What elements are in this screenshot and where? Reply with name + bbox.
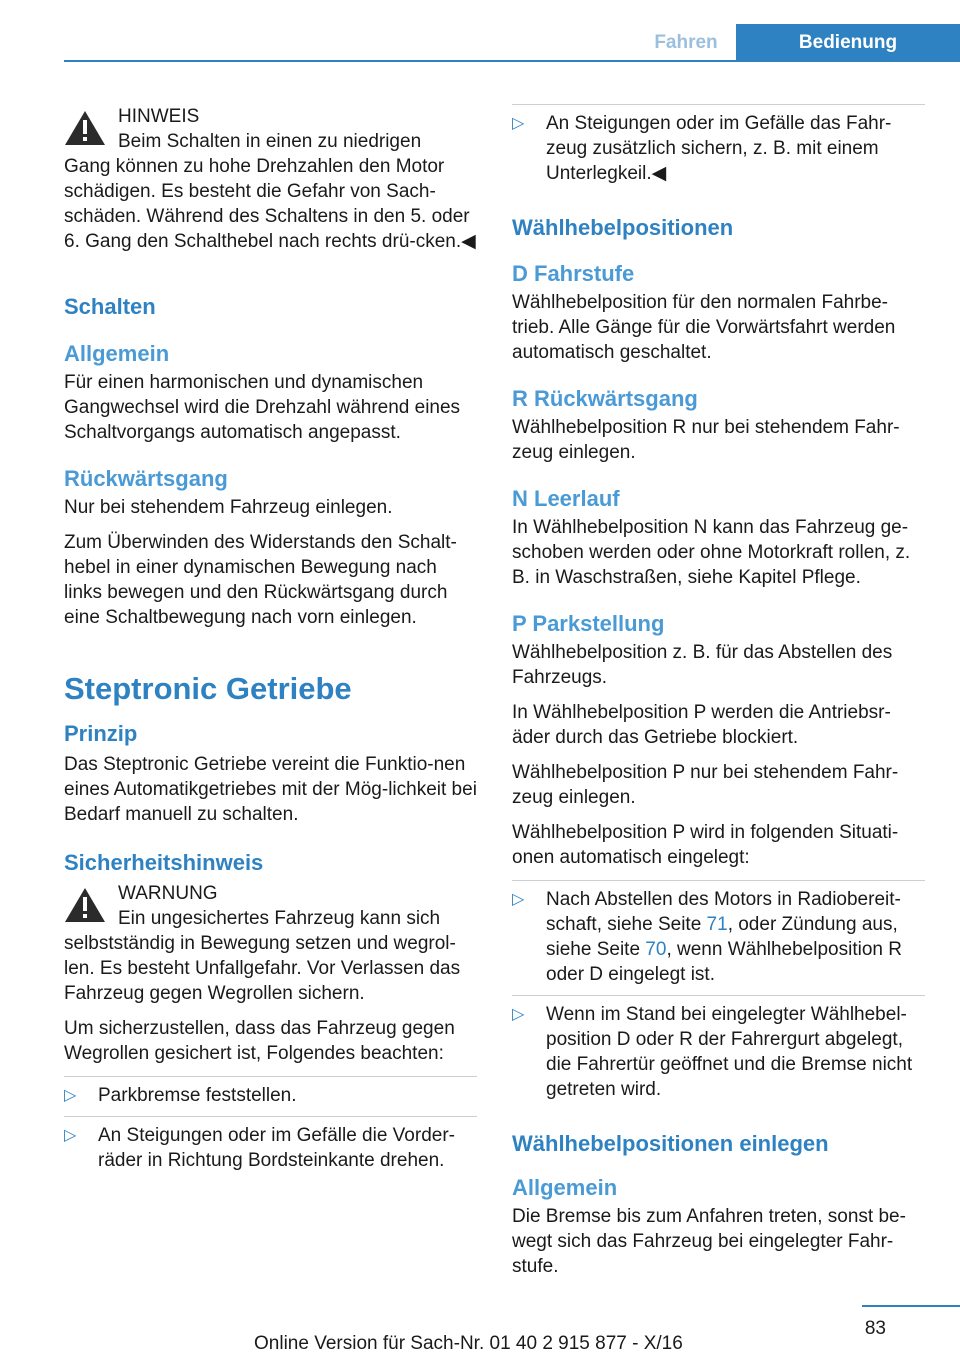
- bullet-triangle-icon: ▷: [512, 1006, 525, 1023]
- sicher-list: [64, 1076, 477, 1181]
- heading-sicherheitshinweis: Sicherheitshinweis: [64, 850, 264, 875]
- tab-bedienung[interactable]: Bedienung: [736, 24, 960, 62]
- bullet-triangle-icon: ▷: [64, 1087, 77, 1104]
- left-column: [64, 104, 477, 1191]
- list-item: ▷ An Steigungen oder im Gefälle das Fahr‐zeug zusätzlich sichern, z. B. mit einem Unterlegkeil.◀: [512, 104, 925, 194]
- page-number: 83: [864, 1318, 886, 1339]
- r-text: Wählhebelposition R nur bei stehendem Fahr‐zeug einlegen.: [512, 417, 900, 463]
- p-text-4: Wählhebelposition P wird in folgenden Situati‐onen automatisch eingelegt:: [512, 822, 899, 868]
- bullet-triangle-icon: ▷: [64, 1127, 77, 1144]
- prinzip-text: Das Steptronic Getriebe vereint die Funktio‐nen eines Automatikgetriebes mit der Mög‐lichkeit bei Bedarf manuell zu schalten.: [64, 754, 477, 825]
- p-text-2: In Wählhebelposition P werden die Antriebsr‐äder durch das Getriebe blockiert.: [512, 702, 891, 748]
- warning-triangle-icon: [64, 887, 106, 923]
- d-text: Wählhebelposition für den normalen Fahrbe‐trieb. Alle Gänge für die Vorwärtsfahrt werden automatisch geschaltet.: [512, 292, 896, 363]
- page-link-70[interactable]: 70: [645, 939, 667, 960]
- heading-rueckwaertsgang: Rückwärtsgang: [64, 466, 228, 491]
- p-text-1: Wählhebelposition z. B. für das Abstellen des Fahrzeugs.: [512, 642, 893, 688]
- bullet-triangle-icon: ▷: [512, 115, 525, 132]
- heading-r-rueckwaertsgang: R Rückwärtsgang: [512, 386, 698, 411]
- list-item: ▷ Nach Abstellen des Motors in Radiobereit‐schaft, siehe Seite 71, oder Zündung aus, siehe Seite 70, wenn Wählhebelposition R oder D eingelegt ist.: [512, 880, 925, 995]
- heading-allgemein-right: Allgemein: [512, 1175, 618, 1200]
- top-list: [512, 104, 925, 194]
- p-text-3: Wählhebelposition P nur bei stehendem Fahr‐zeug einlegen.: [512, 762, 899, 808]
- heading-d-fahrstufe: D Fahrstufe: [512, 261, 635, 286]
- list-item: ▷ Parkbremse feststellen.: [64, 1076, 477, 1116]
- rueck-text-1: Nur bei stehendem Fahrzeug einlegen.: [64, 497, 393, 518]
- heading-schalten: Schalten: [64, 294, 156, 319]
- heading-prinzip: Prinzip: [64, 721, 138, 746]
- bullet-triangle-icon: ▷: [512, 891, 525, 908]
- hinweis-text-first: Beim Schalten in einen zu niedrigen: [118, 131, 422, 152]
- p-list: [512, 880, 925, 1110]
- list-item: ▷ Wenn im Stand bei eingelegter Wählhebel‐position D oder R der Fahrergurt abgelegt, die Fahrertür geöffnet und die Bremse nicht getreten wird.: [512, 995, 925, 1110]
- warning-triangle-icon: [64, 110, 106, 146]
- sicher-text: Um sicherzustellen, dass das Fahrzeug gegen Wegrollen gesichert ist, Folgendes beachten:: [64, 1018, 455, 1064]
- tab-fahren[interactable]: Fahren: [654, 32, 718, 53]
- hinweis-box: [64, 104, 477, 254]
- n-text: In Wählhebelposition N kann das Fahrzeug ge‐schoben werden oder ohne Motorkraft rollen, z. B. in Waschstraßen, siehe Kapitel Pflege.: [512, 517, 911, 588]
- heading-steptronic: Steptronic Getriebe: [64, 671, 352, 706]
- heading-waehlhebelpositionen: Wählhebelpositionen: [512, 215, 734, 240]
- rueck-text-2: Zum Überwinden des Widerstands den Schalt‐hebel in einer dynamischen Bewegung nach links bewegen und den Rückwärtsgang durch eine Schaltbewegung nach vorn einlegen.: [64, 532, 457, 628]
- heading-n-leerlauf: N Leerlauf: [512, 486, 620, 511]
- warnung-text-first: Ein ungesichertes Fahrzeug kann sich: [118, 908, 441, 929]
- heading-allgemein: Allgemein: [64, 341, 170, 366]
- heading-einlegen: Wählhebelpositionen einlegen: [512, 1131, 829, 1156]
- page-link-71[interactable]: 71: [706, 914, 728, 935]
- heading-p-parkstellung: P Parkstellung: [512, 611, 665, 636]
- footer-text: Online Version für Sach-Nr. 01 40 2 915 877 - X/16: [254, 1333, 683, 1354]
- allgemein-right-text: Die Bremse bis zum Anfahren treten, sonst be‐wegt sich das Fahrzeug bei eingelegter Fahr‐stufe.: [512, 1206, 906, 1277]
- warnung-text: selbstständig in Bewegung setzen und wegrol‐len. Es besteht Unfallgefahr. Vor Verlassen das Fahrzeug gegen Wegrollen sichern.: [64, 933, 461, 1004]
- list-item: ▷ An Steigungen oder im Gefälle die Vorder‐räder in Richtung Bordsteinkante drehen.: [64, 1116, 477, 1181]
- hinweis-text: Gang können zu hohe Drehzahlen den Motor schädigen. Es besteht die Gefahr von Sach‐schäden. Während des Schaltens in den 5. oder 6. Gang den Schalthebel nach rechts drü‐cken.◀: [64, 156, 476, 252]
- warnung-title: WARNUNG: [118, 883, 218, 904]
- allgemein-text: Für einen harmonischen und dynamischen Gangwechsel wird die Drehzahl während eines Schaltvorgangs automatisch angepasst.: [64, 372, 461, 443]
- warnung-box: [64, 881, 477, 1006]
- footer-rule: [862, 1305, 960, 1307]
- hinweis-title: HINWEIS: [118, 106, 200, 127]
- right-column: [512, 104, 925, 1289]
